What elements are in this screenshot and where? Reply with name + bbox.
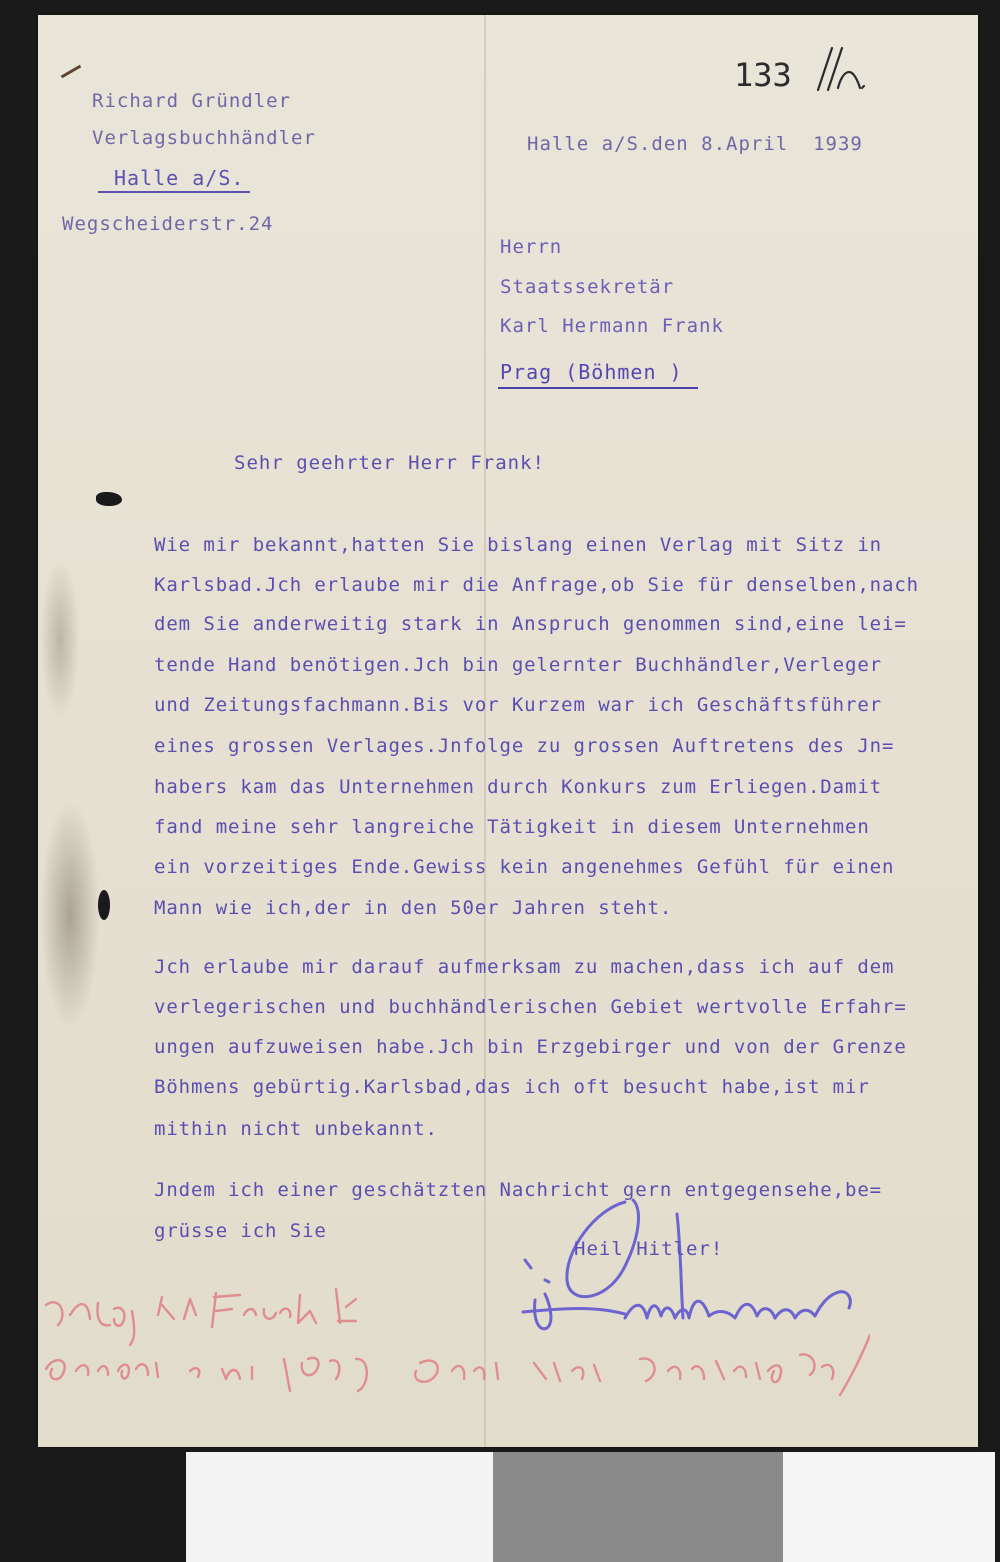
body-line: verlegerischen und buchhändlerischen Gebiet wertvolle Erfahr= xyxy=(154,996,907,1018)
body-line: grüsse ich Sie xyxy=(154,1220,327,1242)
paper-stain xyxy=(40,560,80,720)
sender-street: Wegscheiderstr.24 xyxy=(62,213,274,235)
body-line: und Zeitungsfachmann.Bis vor Kurzem war ich Geschäftsführer xyxy=(154,694,882,716)
date-line: Halle a/S.den 8.April 1939 xyxy=(527,133,863,155)
paper-stain xyxy=(40,800,100,1030)
body-line: Karlsbad.Jch erlaube mir die Anfrage,ob Sie für denselben,nach xyxy=(154,574,920,596)
greeting: Sehr geehrter Herr Frank! xyxy=(234,452,545,474)
mount-white-strip xyxy=(186,1452,493,1562)
body-line: Jch erlaube mir darauf aufmerksam zu machen,dass ich auf dem xyxy=(154,956,895,978)
recipient-city: Prag (Böhmen ) xyxy=(500,360,683,384)
sender-city-underline xyxy=(98,191,250,193)
recipient-title: Staatssekretär xyxy=(500,276,675,298)
recipient-name: Karl Hermann Frank xyxy=(500,315,724,337)
body-line: habers kam das Unternehmen durch Konkurs zum Erliegen.Damit xyxy=(154,776,882,798)
body-line: Mann wie ich,der in den 50er Jahren steht. xyxy=(154,897,673,919)
body-line: fand meine sehr langreiche Tätigkeit in diesem Unternehmen xyxy=(154,816,870,838)
closing: Heil Hitler! xyxy=(574,1238,724,1260)
punch-hole xyxy=(96,492,122,506)
recipient-salutation: Herrn xyxy=(500,236,563,258)
body-line: ein vorzeitiges Ende.Gewiss kein angenehmes Gefühl für einen xyxy=(154,856,895,878)
body-line: Böhmens gebürtig.Karlsbad,das ich oft besucht habe,ist mir xyxy=(154,1076,870,1098)
paper-fold xyxy=(484,15,486,1447)
body-line: Jndem ich einer geschätzten Nachricht gern entgegensehe,be= xyxy=(154,1179,882,1201)
recipient-city-underline xyxy=(498,387,698,389)
body-line: dem Sie anderweitig stark in Anspruch genommen sind,eine lei= xyxy=(154,613,907,635)
sender-name: Richard Gründler xyxy=(92,90,292,112)
body-line: Wie mir bekannt,hatten Sie bislang einen Verlag mit Sitz in xyxy=(154,534,882,556)
sender-city: Halle a/S. xyxy=(114,166,245,190)
body-line: mithin nicht unbekannt. xyxy=(154,1118,438,1140)
mount-gray-strip xyxy=(493,1452,783,1562)
mount-white-strip-right xyxy=(783,1452,995,1562)
body-line: eines grossen Verlages.Jnfolge zu grossen Auftretens des Jn= xyxy=(154,735,895,757)
pencil-annotation xyxy=(40,1275,870,1425)
punch-hole xyxy=(98,890,110,920)
body-line: ungen aufzuweisen habe.Jch bin Erzgebirger und von der Grenze xyxy=(154,1036,907,1058)
body-line: tende Hand benötigen.Jch bin gelernter Buchhändler,Verleger xyxy=(154,654,882,676)
archive-number-suffix-mark xyxy=(812,42,868,98)
archive-number: 133 xyxy=(734,56,792,94)
sender-profession: Verlagsbuchhändler xyxy=(92,127,316,149)
